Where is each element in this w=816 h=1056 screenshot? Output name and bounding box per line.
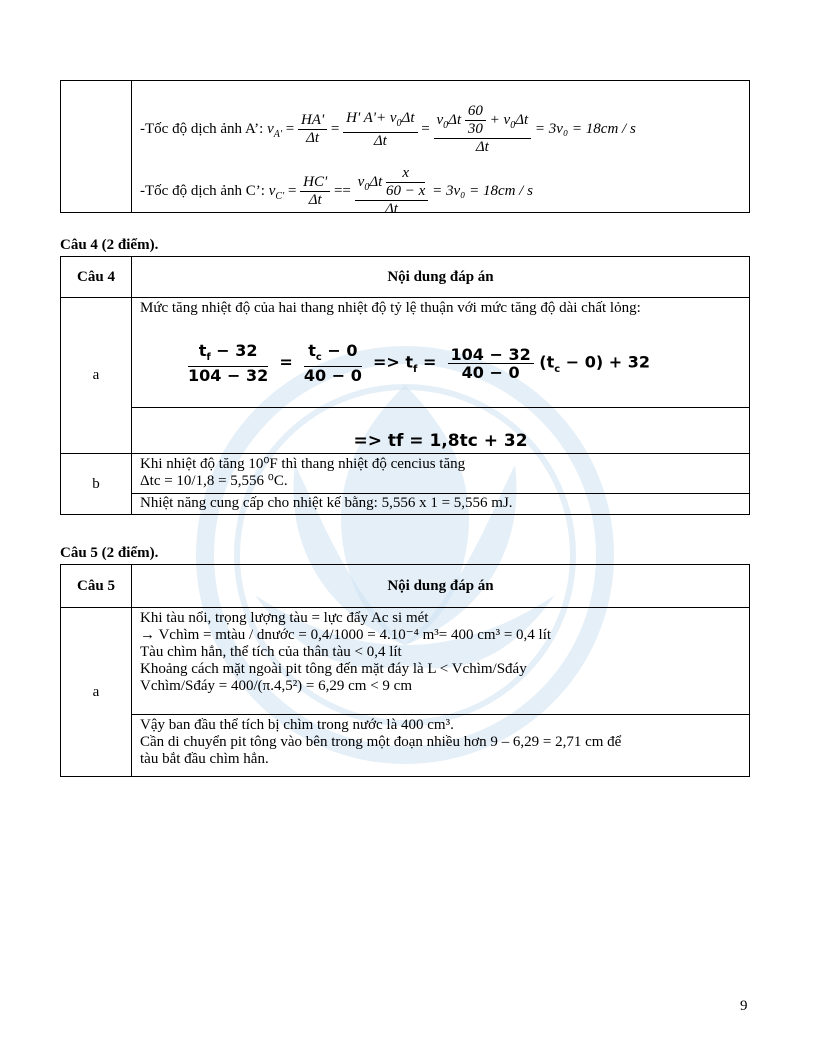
q5-part-a-cell (132, 608, 750, 715)
q4-b-line3: Nhiệt năng cung cấp cho nhiệt kế bằng: 5,556 x 1 = 5,556 mJ. (132, 494, 750, 515)
q4-b-line1: Khi nhiệt độ tăng 10⁰F thì thang nhiệt độ cencius tăng (140, 456, 466, 472)
q5-col2-header: Nội dung đáp án (132, 565, 750, 608)
speed-a-result: = 3v₀ = 18cm / s (534, 120, 636, 137)
q5-line: Khoảng cách mặt ngoài pit tông đến mặt đáy là L < Vchìm/Sđáy (140, 661, 527, 677)
q4-a-result-cell (132, 408, 750, 454)
q5-part-a-label: a (61, 608, 132, 777)
q5-line: tàu bắt đầu chìm hẳn. (140, 751, 269, 767)
q4-section-title: Câu 4 (2 điểm). (60, 237, 159, 253)
q4-part-b-cell (132, 454, 750, 494)
q5-line: Vậy ban đầu thể tích bị chìm trong nước là 400 cm³. (140, 717, 454, 733)
q5-line: Tàu chìm hẳn, thể tích của thân tàu < 0,4 lít (140, 644, 402, 660)
formula-fraction: $\frac{H' A'+ v_0\Delta t}{\Delta t}$ (343, 110, 417, 150)
q4-part-b-label: b (61, 454, 132, 515)
q5-line: → Vchìm = mtàu / dnước = 0,4/1000 = 4.10⁻⁴ m³= 400 cm³ = 0,4 lít (140, 627, 552, 643)
continuation-empty-cell (61, 81, 132, 213)
q5-line: Cần di chuyển pit tông vào bên trong một đoạn nhiều hơn 9 – 6,29 = 2,71 cm để (140, 734, 622, 750)
q4-part-a-cell (132, 298, 750, 408)
q4-part-a-label: a (61, 298, 132, 454)
speed-a-row: -Tốc độ dịch ảnh A’: $v_{A'}$ = $\frac{HA'}{\Delta t}$ = $\frac{H' A'+ v_0\Delta t}{\Delta t}$ = $v_0\Delta t$ $\frac{60}{30}$ + $v_0\Delta t$ Δt = 3v₀ = 18cm / s (140, 103, 636, 155)
continuation-content-cell (132, 81, 750, 217)
q5-line: Vchìm/Sđáy = 400/(π.4,5²) = 6,29 cm < 9 cm (140, 678, 412, 694)
formula-fraction: $v_0\Delta t$ $\frac{60}{30}$ + $v_0\Delta t$ Δt (434, 103, 532, 156)
q5-col1-header: Câu 5 (61, 565, 132, 608)
q4-a-formula: $\frac{t_f - 32}{104 - 32}$ = $\frac{t_c - 0}{40 - 0}$ => $t_f$ = $\frac{104 - 32}{40 - 0}$ $(t_c - 0) + 32$ (188, 341, 651, 386)
q4-col1-header: Câu 4 (61, 257, 132, 298)
page-number: 9 (740, 998, 748, 1014)
q4-a-result: => tf = 1,8tc + 32 (353, 431, 528, 451)
speed-c-result: = 3v₀ = 18cm / s (432, 182, 533, 199)
speed-c-label: -Tốc độ dịch ảnh C’: (140, 182, 265, 199)
q4-table (60, 256, 750, 515)
q5-line: Khi tàu nổi, trọng lượng tàu = lực đẩy Ac si mét (140, 610, 429, 626)
q4-b-line2: Δtc = 10/1,8 = 5,556 ⁰C. (140, 473, 288, 489)
q5-section-title: Câu 5 (2 điểm). (60, 545, 159, 561)
continuation-table (60, 80, 750, 217)
q4-col2-header: Nội dung đáp án (132, 257, 750, 298)
formula-fraction: $v_0\Delta t$ $\frac{x}{60 - x}$ Δt (355, 165, 429, 218)
speed-c-row: -Tốc độ dịch ảnh C’: $v_{C'}$ = $\frac{HC'}{\Delta t}$ == $v_0\Delta t$ $\frac{x}{60 - x}$ Δt = 3v₀ = 18cm / s (140, 165, 533, 217)
q4-a-text: Mức tăng nhiệt độ của hai thang nhiệt độ tỷ lệ thuận với mức tăng độ dài chất lỏng: (140, 300, 641, 316)
speed-a-label: -Tốc độ dịch ảnh A’: (140, 120, 264, 137)
q5-table (60, 564, 750, 777)
q5-conclusion-cell (132, 715, 750, 777)
formula-fraction: $\frac{HC'}{\Delta t}$ (300, 174, 330, 209)
formula-fraction: $\frac{HA'}{\Delta t}$ (298, 112, 327, 147)
